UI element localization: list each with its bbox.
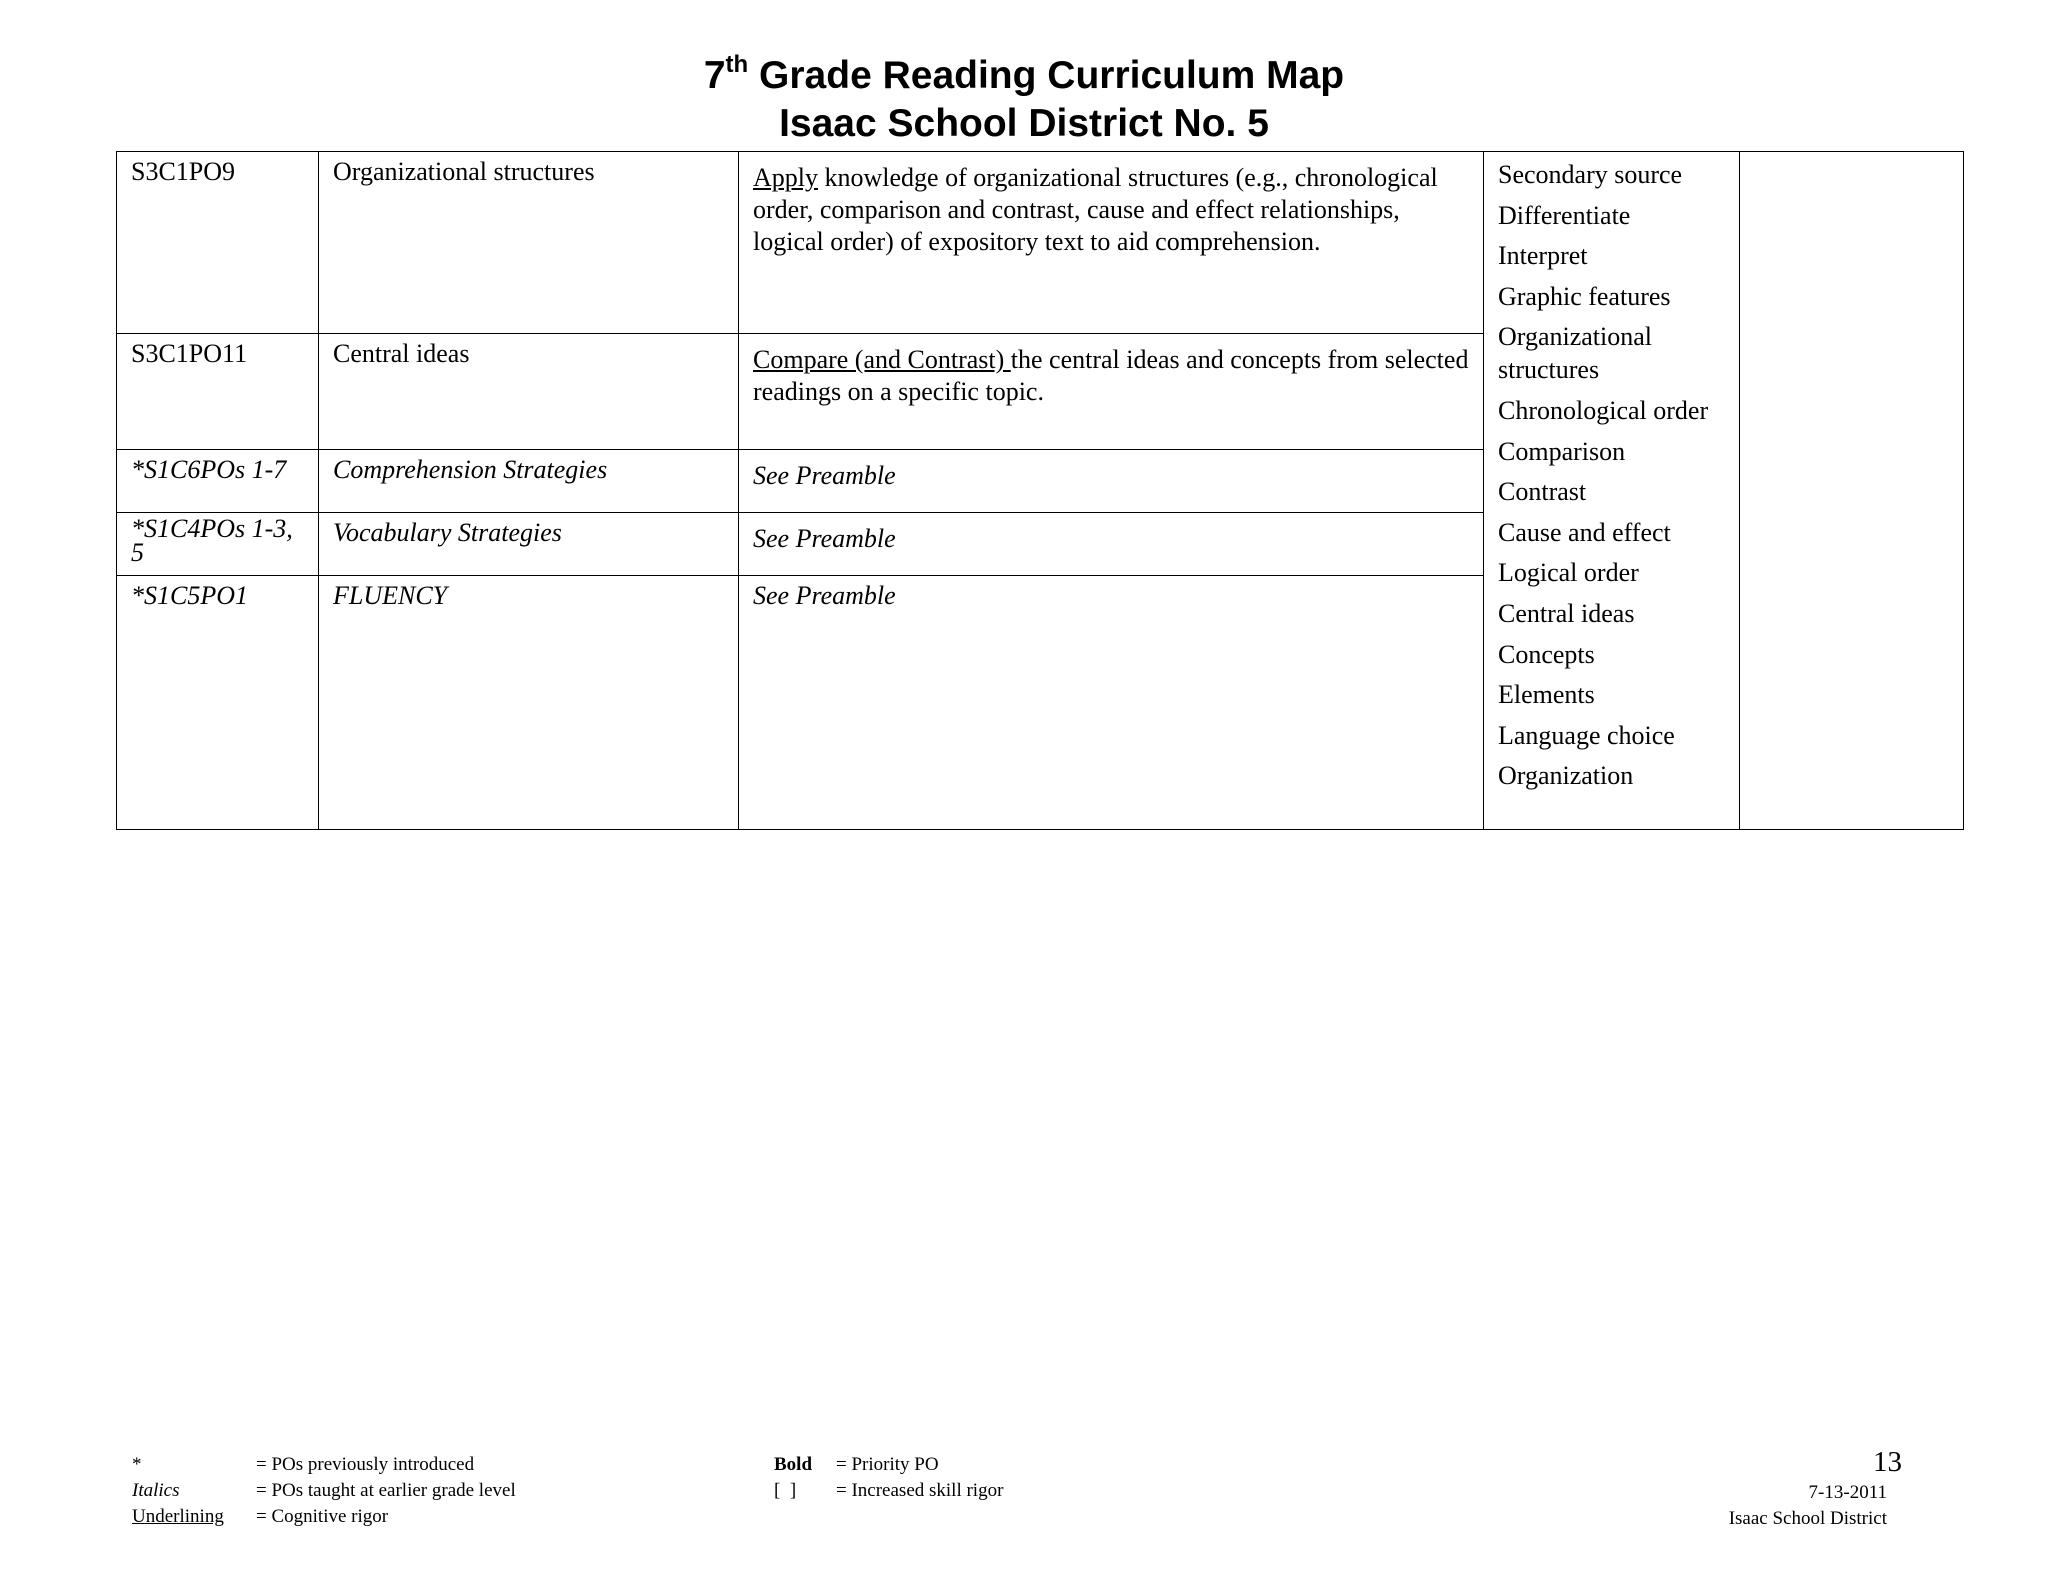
vocab-term: Comparison [1498, 436, 1626, 466]
legend-row [132, 1478, 516, 1504]
objective: See Preamble [739, 576, 1484, 830]
footer-district: Isaac School District [1728, 1508, 1887, 1529]
concept: Comprehension Strategies [319, 450, 739, 513]
vocab-term: Organizational structures [1498, 322, 1653, 385]
vocab-term: Interpret [1498, 241, 1588, 271]
concept: Organizational structures [319, 152, 739, 334]
legend-row [774, 1478, 1003, 1504]
legend-row [132, 1504, 516, 1530]
page-number: 13 [1873, 1446, 1902, 1478]
document-title [0, 52, 2048, 148]
title-text: Grade Reading Curriculum Map [748, 54, 1345, 97]
legend-row [774, 1452, 1003, 1478]
vocab-term: Elements [1498, 680, 1595, 710]
legend-key: [ ] [774, 1480, 797, 1501]
vocab-term: Differentiate [1498, 200, 1631, 230]
footer-info [1729, 1480, 1887, 1532]
po-code: S3C1PO9 [117, 152, 319, 334]
title-line [0, 52, 2048, 100]
legend-row [132, 1452, 516, 1478]
vocabulary-cell [1484, 152, 1740, 830]
footer-date: 7-13-2011 [1808, 1482, 1887, 1503]
table-row [117, 152, 1964, 334]
legend-desc: = POs previously introduced [256, 1454, 475, 1475]
legend-desc: = Increased skill rigor [836, 1480, 1004, 1501]
legend-desc: = Priority PO [836, 1454, 939, 1475]
po-code: S3C1PO11 [117, 334, 319, 450]
vocab-term: Central ideas [1498, 598, 1635, 628]
legend-key: Underlining [132, 1506, 224, 1527]
legend-desc: = Cognitive rigor [256, 1506, 389, 1527]
legend-left [132, 1452, 516, 1530]
po-code: *S1C5PO1 [117, 576, 319, 830]
legend-key: Italics [132, 1480, 180, 1501]
concept: Central ideas [319, 334, 739, 450]
rigor-verb: Apply [753, 163, 818, 192]
resources-cell [1740, 152, 1964, 830]
objective-text: knowledge of organizational structures (e.g., chronological order, comparison and contrast, cause and effect relationships, logical order) of expository text to aid comprehension. [753, 163, 1445, 256]
vocab-term: Graphic features [1498, 281, 1671, 311]
vocab-term: Chronological order [1498, 395, 1709, 425]
objective: See Preamble [739, 450, 1484, 513]
legend-desc: = POs taught at earlier grade level [256, 1480, 516, 1501]
vocab-term: Secondary source [1498, 160, 1683, 189]
vocab-term: Concepts [1498, 639, 1595, 669]
objective: See Preamble [739, 513, 1484, 576]
legend-key: Bold [774, 1454, 813, 1475]
vocab-term: Language choice [1498, 720, 1675, 750]
title-grade: 7 [703, 54, 726, 97]
vocab-term: Organization [1498, 761, 1634, 791]
concept: FLUENCY [319, 576, 739, 830]
po-code: *S1C4POs 1-3, 5 [117, 513, 319, 576]
po-code: *S1C6POs 1-7 [117, 450, 319, 513]
rigor-verb: Compare (and Contrast) [753, 345, 1011, 374]
subtitle: Isaac School District No. 5 [779, 102, 1269, 145]
title-superscript: th [725, 51, 749, 78]
vocab-term: Cause and effect [1498, 517, 1671, 547]
legend-key: * [132, 1454, 142, 1475]
objective-text: the central ideas and concepts from selected readings on a specific topic. [753, 345, 1469, 406]
vocab-term: Contrast [1498, 477, 1587, 507]
objective [739, 152, 1484, 334]
concept: Vocabulary Strategies [319, 513, 739, 576]
objective [739, 334, 1484, 450]
curriculum-table [116, 151, 1964, 830]
vocab-term: Logical order [1498, 558, 1639, 588]
legend-middle [774, 1452, 1003, 1504]
